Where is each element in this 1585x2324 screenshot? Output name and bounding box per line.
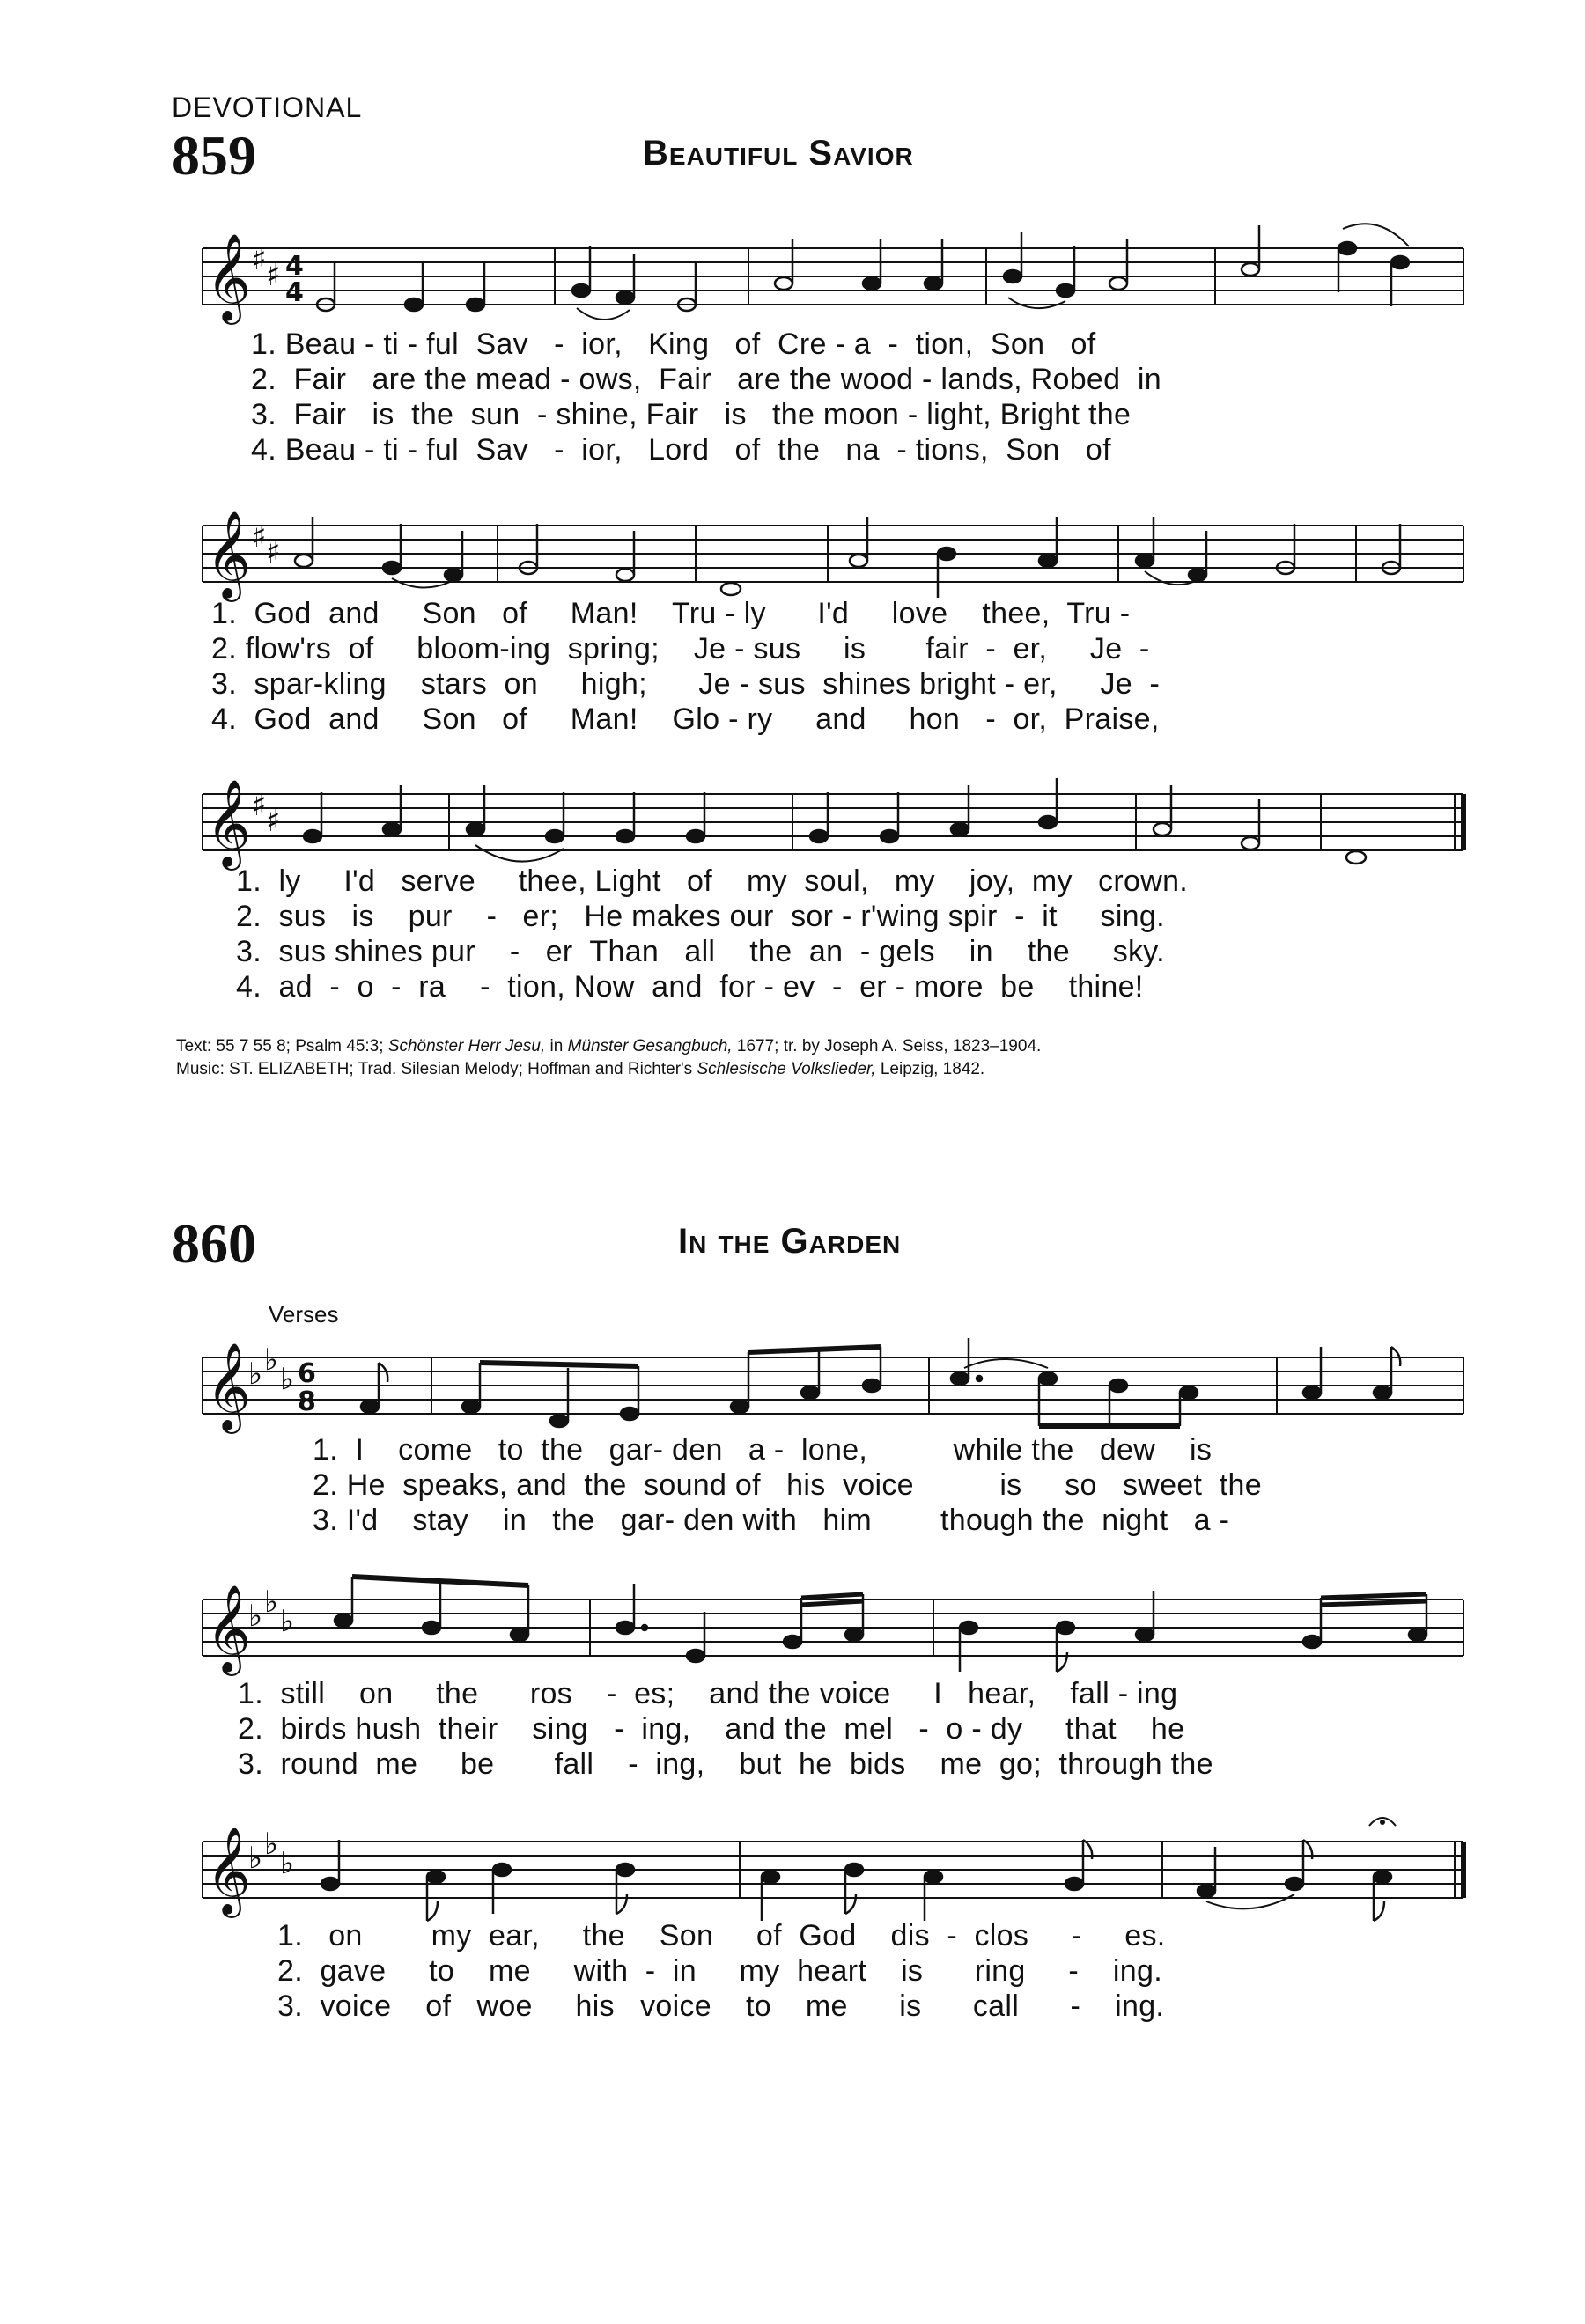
lyric-line: 2. Fair are the mead - ows, Fair are the wood - lands, Robed in	[251, 363, 1161, 396]
svg-text:4: 4	[285, 277, 304, 308]
verses-label: Verses	[269, 1301, 339, 1327]
lyric-line: 2. birds hush their sing - ing, and the mel - o - dy that he	[238, 1712, 1185, 1746]
treble-clef-icon: 𝄞	[206, 233, 251, 321]
lyric-line: 2. He speaks, and the sound of his voice is so sweet the	[313, 1468, 1262, 1502]
flat-icon: ♭	[264, 1342, 279, 1378]
treble-clef-icon: 𝄞	[206, 1827, 251, 1915]
treble-clef-icon: 𝄞	[206, 779, 251, 867]
lyric-line: 3. voice of woe his voice to me is call - ing.	[277, 1989, 1165, 2023]
lyric-line: 1. I come to the gar- den a - lone, while the dew is	[313, 1433, 1213, 1467]
lyric-line: 2. flow'rs of bloom-ing spring; Je - sus is fair - er, Je -	[211, 632, 1150, 666]
svg-text:6: 6	[298, 1358, 316, 1389]
lyric-line: 1. on my ear, the Son of God dis - clos - es.	[277, 1919, 1166, 1953]
lyric-line: 1. still on the ros - es; and the voice I hear, fall - ing	[238, 1677, 1178, 1710]
music-staff	[185, 757, 1471, 880]
lyric-line: 4. ad - o - ra - tion, Now and for - ev - er - more be thine!	[236, 970, 1144, 1004]
flat-icon: ♭	[248, 1841, 263, 1876]
lyric-line: 4. Beau - ti - ful Sav - ior, Lord of the na - tions, Son of	[251, 433, 1111, 467]
text-credit: Text: 55 7 55 8; Psalm 45:3; Schönster Herr Jesu, in Münster Gesangbuch, 1677; tr. by Joseph A. Seiss, 1823–1904.	[176, 1037, 1042, 1055]
treble-clef-icon: 𝄞	[206, 1342, 251, 1430]
music-staff	[185, 489, 1471, 612]
lyric-line: 4. God and Son of Man! Glo - ry and hon - or, Praise,	[211, 702, 1160, 736]
flat-icon: ♭	[280, 1604, 295, 1639]
lyric-line: 2. gave to me with - in my heart is ring - ing.	[277, 1954, 1162, 1988]
svg-text:8: 8	[298, 1386, 316, 1417]
lyric-line: 3. sus shines pur - er Than all the an - gels in the sky.	[236, 935, 1165, 968]
lyric-line: 3. spar-kling stars on high; Je - sus shines bright - er, Je -	[211, 667, 1161, 701]
treble-clef-icon: 𝄞	[206, 1585, 251, 1673]
music-staff	[185, 1563, 1471, 1695]
sharp-icon: ♯	[266, 535, 281, 570]
sharp-icon: ♯	[252, 788, 267, 823]
sharp-icon: ♯	[252, 519, 267, 555]
hymn-number: 860	[172, 1212, 256, 1275]
svg-text:4: 4	[285, 251, 304, 282]
flat-icon: ♭	[280, 1846, 295, 1881]
flat-icon: ♭	[248, 1357, 263, 1392]
treble-clef-icon: 𝄞	[206, 511, 251, 599]
music-staff	[185, 1805, 1471, 1937]
lyric-line: 3. Fair is the sun - shine, Fair is the moon - light, Bright the	[251, 398, 1132, 431]
sharp-icon: ♯	[266, 804, 281, 839]
lyric-line: 2. sus is pur - er; He makes our sor - r'wing spir - it sing.	[236, 900, 1165, 933]
flat-icon: ♭	[264, 1827, 279, 1862]
lyric-line: 1. Beau - ti - ful Sav - ior, King of Cre - a - tion, Son of	[251, 327, 1096, 361]
flat-icon: ♭	[248, 1599, 263, 1634]
sharp-icon: ♯	[266, 258, 281, 293]
music-staff	[185, 1312, 1471, 1444]
section-label: DEVOTIONAL	[172, 92, 363, 123]
lyric-line: 3. I'd stay in the gar- den with him though the night a -	[313, 1504, 1230, 1537]
hymn-number: 859	[172, 124, 256, 187]
flat-icon: ♭	[264, 1585, 279, 1620]
lyric-line: 1. God and Son of Man! Tru - ly I'd love thee, Tru -	[211, 597, 1131, 630]
hymn-title: Beautiful Savior	[643, 134, 914, 173]
sharp-icon: ♯	[252, 242, 267, 277]
flat-icon: ♭	[280, 1362, 295, 1397]
hymn-title: In the Garden	[678, 1222, 902, 1261]
lyric-line: 1. ly I'd serve thee, Light of my soul, my joy, my crown.	[236, 864, 1189, 898]
fermata-icon	[1380, 1820, 1385, 1825]
lyric-line: 3. round me be fall - ing, but he bids me go; through the	[238, 1747, 1213, 1781]
music-credit: Music: ST. ELIZABETH; Trad. Silesian Melody; Hoffman and Richter's Schlesische Volkslieder, Leipzig, 1842.	[176, 1060, 985, 1078]
